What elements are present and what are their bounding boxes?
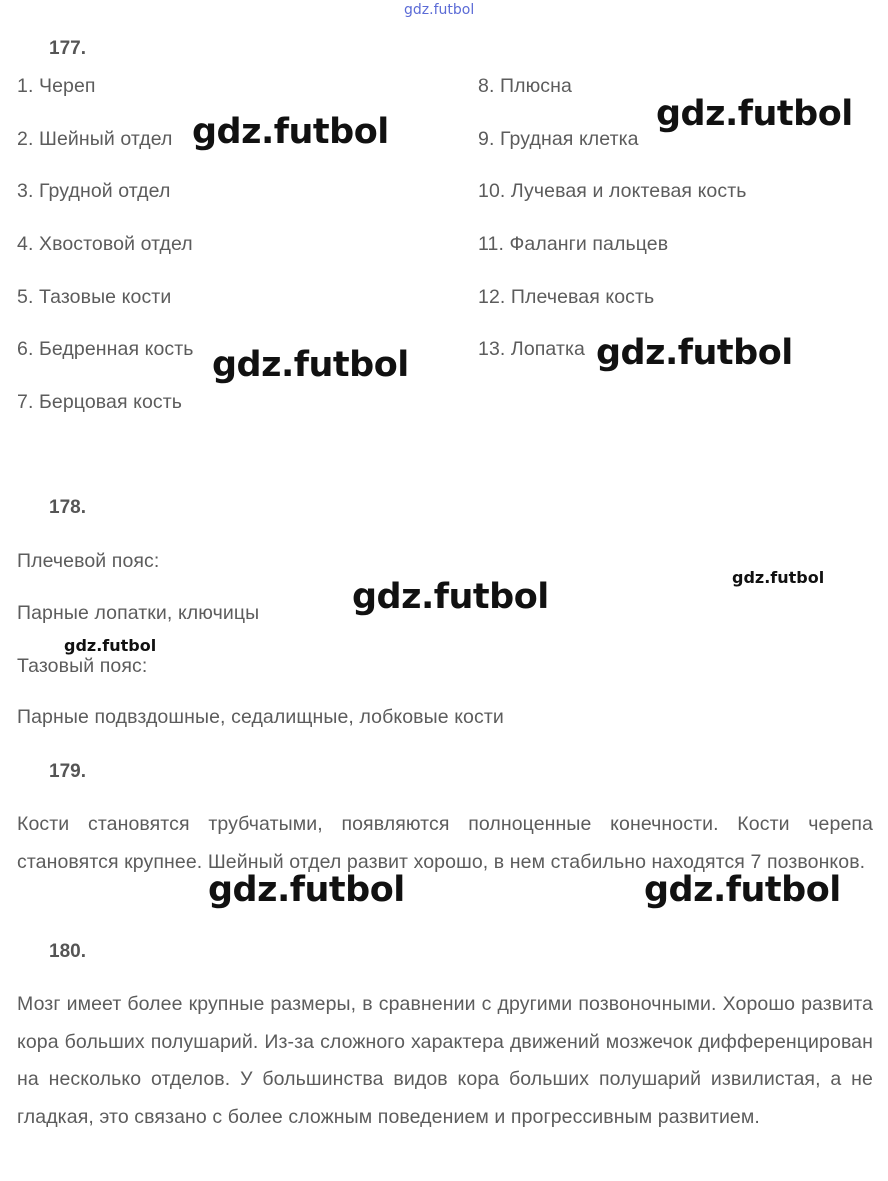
answer-paragraph-180: Мозг имеет более крупные размеры, в сравнении с другими позвоночными. Хорошо развита кора больших полушарий. Из-за сложного характера движений мозжечок дифференцирован на несколько отделов. У большинства видов кора больших полушарий извилистая, а не гладкая, это связано с более сложным поведением и прогрессивным развитием. [17,993,873,1128]
list-item: 10. Лучевая и локтевая кость [478,180,747,202]
question-number-180: 180. [49,941,86,962]
list-item: 5. Тазовые кости [17,286,172,308]
list-item: 8. Плюсна [478,75,572,97]
watermark: gdz.futbol [212,345,409,385]
watermark-small: gdz.futbol [732,568,825,587]
text-line: Парные подвздошные, седалищные, лобковые кости [17,706,504,728]
list-item: 7. Берцовая кость [17,391,183,413]
watermark: gdz.futbol [656,94,853,134]
list-item: 2. Шейный отдел [17,128,173,150]
question-number-178: 178. [49,497,86,518]
list-item: 13. Лопатка [478,338,585,360]
text-line: Тазовый пояс: [17,655,148,677]
question-number-177: 177. [49,38,86,59]
watermark: gdz.futbol [192,112,389,152]
answer-paragraph-179: Кости становятся трубчатыми, появляются полноценные конечности. Кости черепа становятся крупнее. Шейный отдел развит хорошо, в нем стабильно находятся 7 позвонков. [17,813,873,873]
list-item: 6. Бедренная кость [17,338,194,360]
watermark: gdz.futbol [596,333,793,373]
list-item: 11. Фаланги пальцев [478,233,669,255]
watermark: gdz.futbol [208,870,405,910]
watermark-top: gdz.futbol [404,2,475,18]
watermark: gdz.futbol [644,870,841,910]
list-item: 1. Череп [17,75,96,97]
list-item: 9. Грудная клетка [478,128,639,150]
list-item: 4. Хвостовой отдел [17,233,193,255]
list-item: 12. Плечевая кость [478,286,655,308]
list-item: 3. Грудной отдел [17,180,171,202]
text-line: Парные лопатки, ключицы [17,602,260,624]
watermark: gdz.futbol [352,577,549,617]
question-number-179: 179. [49,761,86,782]
watermark-small: gdz.futbol [64,636,157,655]
text-line: Плечевой пояс: [17,550,160,572]
